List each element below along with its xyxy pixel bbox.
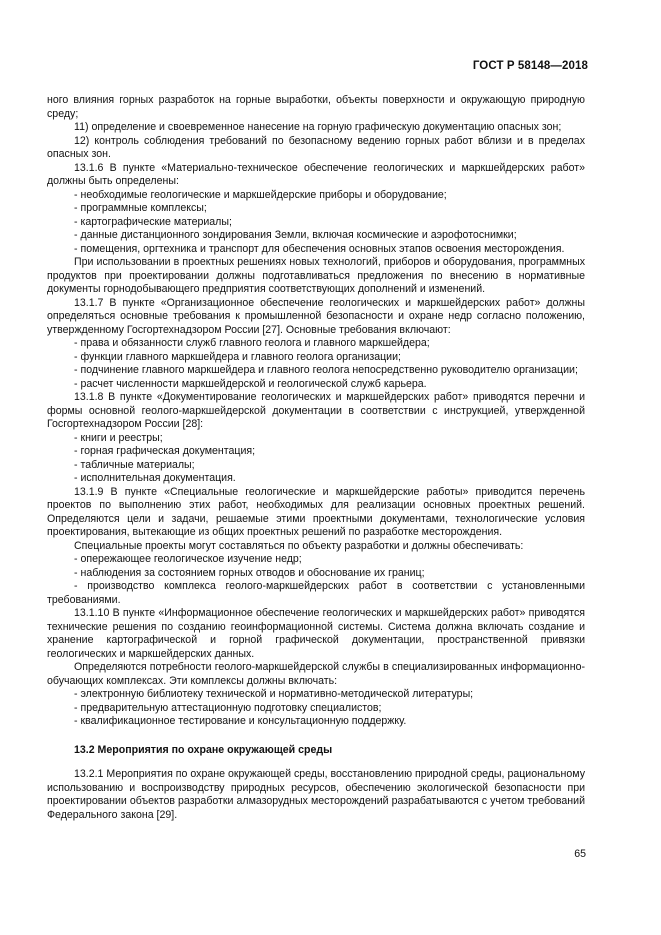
list-item: - исполнительная документация. [74,472,236,484]
paragraph: ного влияния горных разработок на горные выработки, объекты поверхности и окружающую природную среду; [47,94,585,120]
paragraph: Специальные проекты могут составляться по объекту разработки и должны обеспечивать: [74,539,524,552]
list-item: - функции главного маркшейдера и главного геолога организации; [74,350,401,363]
paragraph: 13.1.7 В пункте «Организационное обеспечение геологических и маркшейдерских работ» должны определяться основные требования к промышленной безопасности и охране недр согласно положению, утвержденному Госгортехнадзором России [27]. Основные требования включают: [47,296,585,336]
document-body [47,94,585,822]
paragraph: 13.1.8 В пункте «Документирование геологических и маркшейдерских работ» приводятся перечни и формы основной геолого-маркшейдерской документации в соответствии с инструкцией, утвержденной Госгортехнадзором России [28]: [47,391,585,430]
list-item: - книги и реестры; [74,431,163,444]
list-item: - предварительную аттестационную подготовку специалистов; [74,701,382,714]
list-item: - помещения, оргтехника и транспорт для обеспечения основных этапов освоения месторождения. [74,242,565,255]
list-item: - необходимые геологические и маркшейдерские приборы и оборудование; [74,188,447,201]
list-item: - данные дистанционного зондирования Земли, включая космические и аэрофотоснимки; [74,229,517,241]
list-item: - права и обязанности служб главного геолога и главного маркшейдера; [74,337,430,349]
list-item: - подчинение главного маркшейдера и главного геолога непосредственно руководителю организации; [74,364,578,376]
list-item: - табличные материалы; [74,458,195,471]
list-item: - квалификационное тестирование и консультационную поддержку. [74,715,407,727]
paragraph: 13.1.6 В пункте «Материально-техническое обеспечение геологических и маркшейдерских работ» должны быть определены: [47,161,585,187]
list-item: - расчет численности маркшейдерской и геологической служб карьера. [74,377,427,390]
section-heading: 13.2 Мероприятия по охране окружающей среды [74,743,333,756]
document-id-header: ГОСТ Р 58148—2018 [472,60,588,72]
list-item: - производство комплекса геолого-маркшейдерских работ в соответствии с установленными требованиями. [47,580,585,606]
list-item: - картографические материалы; [74,215,232,228]
paragraph: 13.1.9 В пункте «Специальные геологические и маркшейдерские работы» приводится перечень проектов по выполнению этих работ, необходимых для реализации основных проектных решений. Определяются цели и задачи, решаемые этими проектными документами, технологические условия проектирования, вытекающие из общих проектных решений по разработке месторождения. [47,485,585,538]
list-item: - горная графическая документация; [74,445,256,457]
paragraph: 13.2.1 Мероприятия по охране окружающей среды, восстановлению природной среды, рациональному использованию и воспроизводству природных ресурсов, обеспечению экологической безопасности при проектировании объектов разработки алмазорудных месторождений разрабатываются с учетом требований Федерального закона [29]. [47,768,585,821]
paragraph: 11) определение и своевременное нанесение на горную графическую документацию опасных зон; [74,121,562,133]
paragraph: При использовании в проектных решениях новых технологий, приборов и оборудования, программных продуктов при проектировании должны подготавливаться предложения по внесению в нормативные документы горнодобывающего предприятия соответствующих дополнений и изменений. [47,256,585,295]
list-item: - наблюдения за состоянием горных отводов и обоснование их границ; [74,566,425,579]
page-number: 65 [574,848,586,860]
list-item: - программные комплексы; [74,202,207,214]
paragraph: Определяются потребности геолого-маркшейдерской службы в специализированных информационно-обучающих комплексах. Эти комплексы должны включать: [47,661,585,687]
paragraph: 13.1.10 В пункте «Информационное обеспечение геологических и маркшейдерских работ» приводятся технические решения по созданию геоинформационной системы. Система должна включать создание и хранение картографической и горной графической документации, пространственной привязки геологических и маркшейдерских данных. [47,607,585,660]
paragraph: 12) контроль соблюдения требований по безопасному ведению горных работ вблизи и в пределах опасных зон. [47,134,585,160]
list-item: - опережающее геологическое изучение недр; [74,553,302,565]
list-item: - электронную библиотеку технической и нормативно-методической литературы; [74,688,474,700]
